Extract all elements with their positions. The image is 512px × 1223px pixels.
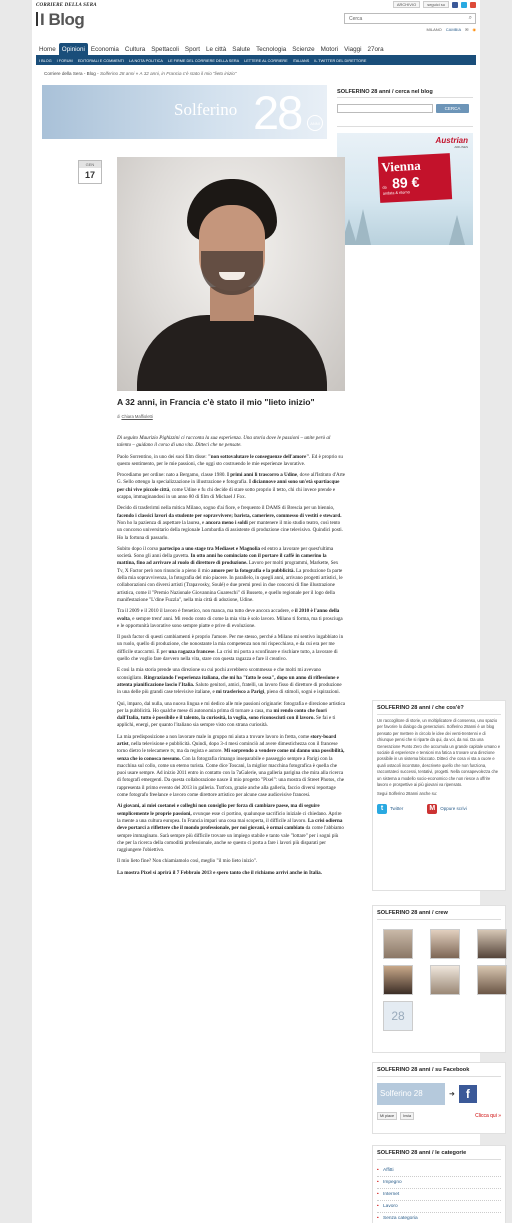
category-item[interactable]: • Impegno	[377, 1177, 501, 1189]
ad-note: andata & ritorno	[382, 190, 410, 196]
sidebar-crew	[372, 905, 506, 1053]
sidebar-about	[372, 700, 506, 891]
post-text: Subito dopo il corso	[117, 545, 160, 552]
ad-price-tag	[378, 153, 452, 203]
nav-salute[interactable]: Salute	[232, 46, 251, 53]
post-bold: Ai giovani, ai miei coetanei e colleghi non consiglio per forza di cambiare paese, ma di seguire semplicemente le proprie passioni,	[117, 803, 320, 817]
blog-search-button[interactable]: CERCA	[436, 104, 469, 113]
post-bold: I primi anni li trascorro a Udine	[226, 472, 298, 479]
post-bold: una ragazza francese	[168, 648, 215, 655]
photo-smile	[219, 272, 245, 280]
breadcrumb-link[interactable]: Solferino 28 anni	[99, 71, 135, 76]
post-bold: ancora meno i soldi	[205, 519, 248, 526]
nav-scienze[interactable]: Scienze	[292, 46, 315, 53]
post-text: ovunque esse ci portino, qualunque sacrificio iniziale ci chiedano. Aprire la mente a una cultura europea. In Francia impari una cosa mai scoperta, il difficile al lavoro.	[117, 810, 342, 824]
crew-avatar[interactable]	[430, 965, 460, 995]
banner-title: Solferino	[174, 100, 238, 119]
crew-title: SOLFERINO 28 anni / crew	[377, 910, 501, 920]
about-text: Un raccoglitore di storie, un moltiplicatore di consenso, uno spazio per favorire lo dialogo da generazioni. Solferino 28anni è un blog pensato per mettere in circolo le idee dei venti-trentenni e di chiunque pensi che si riparte da qui, da voi, da noi. Da una Generazione Punto Zero che accumula un grande capitale umano e sociale di esperienze e tensioni ma fatica a trovare una direzione possibile in un sistema bloccato. Ditteci che cosa vi sta a cuore e quali ostacoli incontrate, descrivete quello che non funziona, raccontateci successi, tentativi, progetti. Nella consapevolezza che un sistema a modello socio-economico che non riesce a offrire lavoro e prospettive ai più giovani va ripensato.	[377, 718, 501, 788]
post-bold: facendo i classici lavori da studente per sopravvivere; barista, cameriere, commesso di vestiti e steward.	[117, 512, 342, 519]
post-photo	[117, 157, 345, 391]
facebook-click-here[interactable]: Clicca qui »	[475, 1113, 501, 1119]
post-text: Il mio lieto fine? Non chiamiamolo così, meglio "il mio lieto inizio".	[117, 858, 258, 865]
categories-list	[377, 1165, 501, 1223]
blog-logo-text: I Blog	[40, 10, 85, 29]
post-date-month: GEN	[79, 161, 101, 168]
sub-nav	[36, 56, 476, 65]
follow-button[interactable]: seguici su	[423, 1, 449, 8]
author-prefix: di	[117, 414, 121, 419]
post-date	[78, 160, 102, 184]
send-button[interactable]: Invia	[400, 1112, 414, 1120]
corriere-logo[interactable]: CORRIERE DELLA SERA	[36, 3, 97, 8]
subnav-blog[interactable]: I BLOG	[39, 58, 52, 63]
post-text: Tra il 2009 e il 2010 il lavoro è frenetico, non manca, ma tutto deve ancora accadere, e	[117, 608, 295, 615]
search-placeholder: Cerca	[349, 16, 363, 22]
facebook-widget[interactable]	[377, 1083, 501, 1105]
ad-logo	[436, 136, 468, 149]
post-text: Procediamo per ordine: nato a Bergamo, classe 1980.	[117, 472, 227, 479]
nav-viaggi[interactable]: Viaggi	[344, 46, 362, 53]
post-text: Paolo Sorrentino, in uno dei suoi film disse:	[117, 453, 208, 460]
blog-banner[interactable]	[42, 85, 327, 139]
post-body	[117, 435, 345, 881]
main-nav	[36, 43, 476, 56]
nav-opinioni[interactable]: Opinioni	[59, 43, 88, 55]
post-intro: Di seguito Maurizio Pighizzini ci racconta la sua esperienza. Una storia dove le passioni – unite però al talento – guidano il corso di una vita. Ditteci che ne pensate.	[117, 435, 331, 449]
post-text: La mia predisposizione a non lavorare male in gruppo mi aiuta a trovare lavoro in fretta, come	[117, 733, 311, 740]
mail-icon[interactable]: ✉	[465, 27, 469, 32]
top-buttons	[393, 1, 476, 8]
twitter-link[interactable]	[377, 804, 403, 814]
facebook-buttons	[377, 1112, 414, 1120]
nav-tecnologia[interactable]: Tecnologia	[256, 46, 287, 53]
advertisement[interactable]	[337, 133, 473, 245]
category-item[interactable]: • Lavoro	[377, 1201, 501, 1213]
email-link[interactable]	[427, 804, 467, 814]
post-date-day: 17	[84, 170, 95, 180]
facebook-actions	[377, 1112, 501, 1120]
subnav-italians[interactable]: ITALIANS	[292, 58, 310, 63]
post-text: , nella televisione e pubblicità. Quindi, dopo 3-4 mesi cominciò ad avere dimestichezza con il francese torno dietro le telecamere tv, ma da regista e autore.	[117, 740, 338, 755]
nav-economia[interactable]: Economia	[90, 46, 119, 53]
location-label: MILANO	[426, 27, 442, 32]
subnav-lettere[interactable]: LETTERE AL CORRIERE	[244, 58, 288, 63]
post-author	[117, 414, 153, 419]
search-icon[interactable]: ⌕	[468, 15, 472, 21]
crew-logo[interactable]: 28	[383, 1001, 413, 1031]
post-bold: amore per la fotografia e la pubblicità.	[211, 567, 295, 574]
post-bold: "non sottovalutare le conseguenze dell'amore"	[207, 453, 310, 460]
post-closing: La mostra Pixel si aprirà il 7 Febbraio 2013 e spero tanto che il richiamo arrivi anche in Italia.	[117, 869, 322, 876]
post-text: Con la fotografia rimango inseparabile e passeggio sempre a Parigi con la macchina sul collo, come un eterno turista. Come dice Toscani, la miglior macchina fotografica è quella che puoi usare sempre. Ad inizio 2011 entro in contatto con la 7aGalerie, una galleria parigina che mira alla ricerca di fotografi emergenti. Da questa collaborazione nasce il mio progetto "Pixel": una mostra di Street Photos, che rappresenta il primo evento del 2013 in galleria. Tutt'ora, grazie anche alla galleria, faccio diversi reportage come fotografo freelance e lavoro come direttore artistico per alcune case audiovisive francesi.	[117, 755, 344, 799]
facebook-icon: f	[459, 1085, 477, 1103]
post-bold: partecipo a uno stage tra Mediaset e Magnolia	[159, 545, 261, 552]
crew-avatar[interactable]	[477, 965, 507, 995]
post-text: Il push factor di questi cambiamenti è proprio l'amore. Per me stesso, perché a Milano mi sentivo ingabbiato in un ruolo, quello di produzione, che nonostante la mia competenza non mi rispecchiava, e da cui era per me difficile staccarmi. E per	[117, 634, 344, 655]
subnav-editoriali[interactable]: EDITORIALI E COMMENTI	[77, 58, 125, 63]
author-link[interactable]: Chiara Maffioletti	[121, 414, 153, 419]
subnav-twitter-direttore[interactable]: IL TWITTER DEL DIRETTORE	[314, 58, 367, 63]
twitter-icon: t	[377, 804, 387, 814]
about-links	[377, 804, 501, 814]
crew-avatar[interactable]	[383, 929, 413, 959]
ad-brand: Austrian	[435, 136, 468, 145]
post-title[interactable]: A 32 anni, in Francia c'è stato il mio "lieto inizio"	[117, 397, 315, 407]
nav-27ora[interactable]: 27ora	[367, 46, 384, 53]
post-bold: mi rendo conto che fuori dall'Italia, tutto è possibile e il talento, la curiosità, la voglia, sono riconosciuti con il lavoro.	[117, 707, 327, 722]
post-text: ed entro a lavorare per quest'ultima società. Sono gli anni della gavetta.	[117, 545, 334, 560]
category-item[interactable]: • Internet	[377, 1189, 501, 1201]
crew-avatar[interactable]	[430, 929, 460, 959]
ad-from: da	[382, 185, 387, 190]
category-item[interactable]: • Affitti	[377, 1165, 501, 1177]
email-label: Oppure scrivi	[440, 806, 467, 812]
crew-avatar[interactable]	[477, 929, 507, 959]
post-bold: il 2010 è l'anno della svolta	[117, 608, 340, 622]
post-text: , pieno di stimoli, sogni e ispirazioni.	[264, 689, 340, 696]
googleplus-icon[interactable]	[470, 2, 476, 8]
post-bold: mi trasferisco a Parigi	[216, 689, 265, 696]
header	[32, 0, 480, 40]
sidebar-categories	[372, 1145, 506, 1223]
breadcrumb: Corriere della Sera - Blog - Solferino 28 anni » A 32 anni, in Francia c'è stato il mio "lieto inizio"	[44, 71, 237, 76]
location-bar	[426, 27, 476, 32]
nav-spettacoli[interactable]: Spettacoli	[151, 46, 179, 53]
nav-cultura[interactable]: Cultura	[124, 46, 146, 53]
subnav-nota-politica[interactable]: LA NOTA POLITICA	[129, 58, 163, 63]
post-bold: La crisi odierna deve portarci a riflettere che il mondo professionale, per noi giovani, è ormai cambiato	[117, 817, 343, 832]
post-bold: Mi sorprendo a vendere come mi danno una possibilità, senza che io conosca nessuno.	[117, 748, 345, 762]
change-location-link[interactable]: CAMBIA	[445, 27, 462, 32]
subnav-forum[interactable]: I FORUM	[56, 58, 73, 63]
post-text: La produzione fa parte della mia sopravvivenza, la fotografia del mio piacere. In parallelo, in quegli anni, arrivano progetti artistici, le collaborazioni con diversi artisti (Trapavosky, Soulé) e due premi presi in due concorsi di fine illustrazione artistica, come il "Premio Nazionale Giovannina Guareschi" di Busseto, e quello regionale per il logo della manifestazione "L'dine Fuzzla", nella mia città di adozione, Udine.	[117, 567, 343, 603]
post-bold: Ringraziando l'esperienza italiana, che mi ha "fatto le ossa", dopo un anno di riflessione e attenta pianificazione lascio l'Italia.	[117, 674, 339, 688]
post-text: Non ho la pazienza di aspettare la laurea, e	[117, 519, 206, 526]
post-text: Decido di trasferirmi nella mitica Milano, sogno d'ai fiore, e frequento il DAMS di Brescia per un biennio,	[117, 505, 335, 512]
post-text: Saluto genitori, amici, fratelli, un lavoro fisso di direttore di produzione in una delle più grandi case televisive italiane, e	[117, 681, 342, 696]
banner-anni: ANNI	[307, 115, 323, 131]
breadcrumb-link[interactable]: Blog	[86, 71, 96, 76]
twitter-label: Twitter	[390, 806, 404, 812]
blog-logo[interactable]	[36, 10, 84, 30]
sidebar-search	[337, 89, 473, 127]
arrow-right-icon: ➜	[449, 1091, 455, 1098]
like-button[interactable]: Mi piace	[377, 1112, 397, 1120]
categories-title: SOLFERINO 28 anni / le categorie	[377, 1150, 501, 1160]
tree-icon	[355, 209, 371, 245]
post-text: Qui, imparo, dal nulla, una nuova lingua e mi dedico alle mie passioni originarie: fotografia e direzione artistica per la pubblicità. Ho qualche mese di autonomia prima di tornare a casa, ma	[117, 700, 346, 714]
ad-price: 89 €	[391, 173, 420, 192]
post-text: E così la mia storia prende una direzione su cui pochi avrebbero scommesso e che molti mi avevano sconsigliato.	[117, 667, 322, 681]
ad-city: Vienna	[380, 157, 421, 175]
post-text: , come Udine e fu chi decide di stare sotto proprio il tetto, chi chi invece prende e scappa, immaginandosi in un anno 80 di film di Michael J Fox.	[117, 486, 336, 501]
category-item[interactable]: • Senza categoria	[377, 1213, 501, 1223]
twitter-icon[interactable]	[461, 2, 467, 8]
post-text: . Ed è proprio su questo sentimento, per le mie passioni, che oggi sto costruendo le mie esperienze lavorative.	[117, 453, 343, 467]
facebook-title: SOLFERINO 28 anni / su Facebook	[377, 1067, 501, 1077]
post-text: Se fai e ti applichi, energi, per quanto l'italiano sia sempre visto con strana curiosità.	[117, 715, 336, 729]
post-bold: In otto anni ho cominciato con il portare il caffè in camerino la mattina, fino ad arrivare al ruolo di direttore di produzione.	[117, 553, 327, 567]
rss-icon[interactable]: ◉	[472, 27, 476, 32]
about-follow: Segui Solferino 28anni anche su:	[377, 791, 438, 797]
gmail-icon: M	[427, 804, 437, 814]
post-text: , dove all'Istituto d'Arte G. Sello ottengo la specializzazione in illustrazione e fotografia.	[117, 472, 346, 486]
post-text: . La crisi mi porta a sconfinare e rischiare tutto, a lavorare di quello che voglio fare davvero nella vita, stare con questa ragazza e fare il creativo.	[117, 648, 338, 663]
post-text: , e sempre trent' anni. Mi rendo conto di come la mia vita è solo lavoro. Milano ti forma, ma ti prosciuga e le opportunità lavorative sono sempre piatte e prive di evoluzione.	[117, 615, 343, 629]
post-text: per mantenere il mio studio teatro, così tento un concorso universitario della regionale Lombardia di assistente di produzione cine televisivo. Quindici posti. Ho la fortuna di passarlo.	[117, 519, 343, 541]
nav-citta[interactable]: Le città	[205, 46, 227, 53]
breadcrumb-current: A 32 anni, in Francia c'è stato il mio "lieto inizio"	[139, 71, 237, 76]
facebook-page-label: Solferino 28	[377, 1083, 445, 1105]
blog-search-input[interactable]	[337, 104, 433, 113]
nav-motori[interactable]: Motori	[320, 46, 339, 53]
photo-shirt	[137, 315, 327, 391]
sidebar-search-title: SOLFERINO 28 anni / cerca nel blog	[337, 89, 473, 98]
tree-icon	[449, 215, 465, 245]
subnav-firme[interactable]: LE FIRME DEL CORRIERE DELLA SERA	[167, 58, 240, 63]
archive-button[interactable]: ARCHIVIO	[393, 1, 420, 8]
post-text: Lavoro per molti programmi, Markette, Sex Tv, X Factor però non rinuncio a pieno il mio	[117, 560, 339, 574]
banner-number: 28	[253, 86, 302, 139]
breadcrumb-link[interactable]: Corriere della Sera	[44, 71, 83, 76]
crew-avatar[interactable]	[383, 965, 413, 995]
facebook-icon[interactable]	[452, 2, 458, 8]
sidebar-facebook	[372, 1062, 506, 1134]
page	[32, 0, 501, 1223]
about-title: SOLFERINO 28 anni / che cos'è?	[377, 705, 501, 715]
ad-brand-sub: AIRLINES	[454, 145, 468, 149]
crew-grid	[377, 929, 501, 1031]
post-bold: I diciannove anni sono un'età spartiacque per chi vive piccole città	[117, 479, 340, 493]
nav-sport[interactable]: Sport	[184, 46, 200, 53]
search-input[interactable]	[344, 13, 476, 24]
post-bold: story-board artist	[117, 733, 337, 747]
nav-home[interactable]: Home	[39, 46, 56, 53]
post-text: da come l'abbiamo sempre immaginato. Sarà sempre più difficile trovare un impiego stabile e tanto vale "lottare" per i sogni più che per la ricerca della comodità professionale, anche se questo ci porta a fare i lavori più disparati per raggiungere l'obiettivo.	[117, 825, 344, 854]
